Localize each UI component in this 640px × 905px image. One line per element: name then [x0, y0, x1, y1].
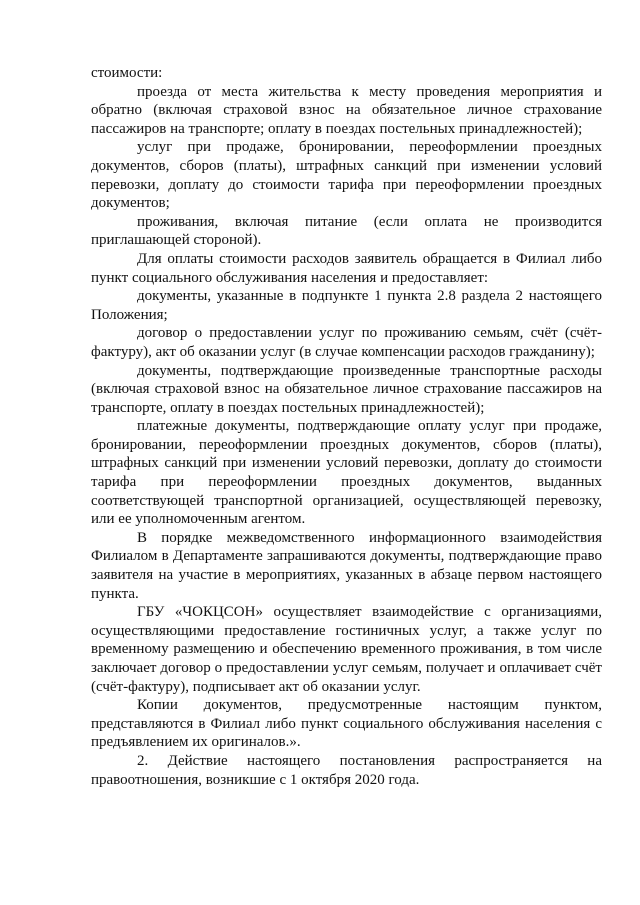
paragraph-accommodation: проживания, включая питание (если оплата не производится приглашающей стороной).: [91, 213, 602, 249]
paragraph-service-contract: договор о предоставлении услуг по проживанию семьям, счёт (счёт-фактуру), акт об оказании услуг (в случае компенсации расходов гражданину);: [91, 325, 602, 360]
paragraph-transport-expenses: документы, подтверждающие произведенные транспортные расходы (включая страховой взнос на обязательное личное страхование пассажиров на транспорте, оплату в поездах постельных принадлежностей);: [91, 362, 602, 416]
paragraph-documents-reference: документы, указанные в подпункте 1 пункта 2.8 раздела 2 настоящего Положения;: [91, 288, 602, 323]
paragraph-travel: проезда от места жительства к месту проведения мероприятия и обратно (включая страховой взнос на обязательное личное страхование пассажиров на транспорте; оплату в поездах постельных принадлежностей);: [91, 83, 602, 137]
paragraph-document-copies: Копии документов, предусмотренные настоящим пунктом, представляются в Филиал либо пункт социального обслуживания населения с предъявлением их оригиналов.».: [91, 697, 602, 751]
paragraph-cost-heading: стоимости:: [91, 65, 163, 81]
paragraph-payment-documents: платежные документы, подтверждающие оплату услуг при продаже, бронировании, переоформлении проездных документов, сборов (платы), штрафных санкций при изменении условий перевозки, доплату до стоимости тарифа при переоформлении проездных документов, выданных соответствующей транспортной организацией, осуществляющей перевозку, или ее уполномоченным агентом.: [91, 418, 602, 528]
paragraph-interagency-request: В порядке межведомственного информационного взаимодействия Филиалом в Департаменте запрашиваются документы, подтверждающие право заявителя на участие в мероприятиях, указанных в абзаце первом настоящего пункта.: [91, 529, 602, 602]
paragraph-payment-procedure: Для оплаты стоимости расходов заявитель обращается в Филиал либо пункт социального обслуживания населения и предоставляет:: [91, 250, 602, 286]
paragraph-effective-date: 2. Действие настоящего постановления распространяется на правоотношения, возникшие с 1 октября 2020 года.: [91, 752, 602, 788]
paragraph-ticket-services: услуг при продаже, бронировании, переоформлении проездных документов, сборов (платы), штрафных санкций при изменении условий перевозки, доплату до стоимости тарифа при переоформлении проездных документов;: [91, 139, 602, 212]
paragraph-gbu-interaction: ГБУ «ЧОКЦСОН» осуществляет взаимодействие с организациями, осуществляющими предоставление гостиничных услуг, а также услуг по временному размещению и обеспечению временного проживания, в том числе заключает договор о предоставлении услуг семьям, получает и оплачивает счёт (счёт-фактуру), подписывает акт об оказании услуг.: [91, 604, 602, 695]
document-page: [91, 64, 602, 789]
